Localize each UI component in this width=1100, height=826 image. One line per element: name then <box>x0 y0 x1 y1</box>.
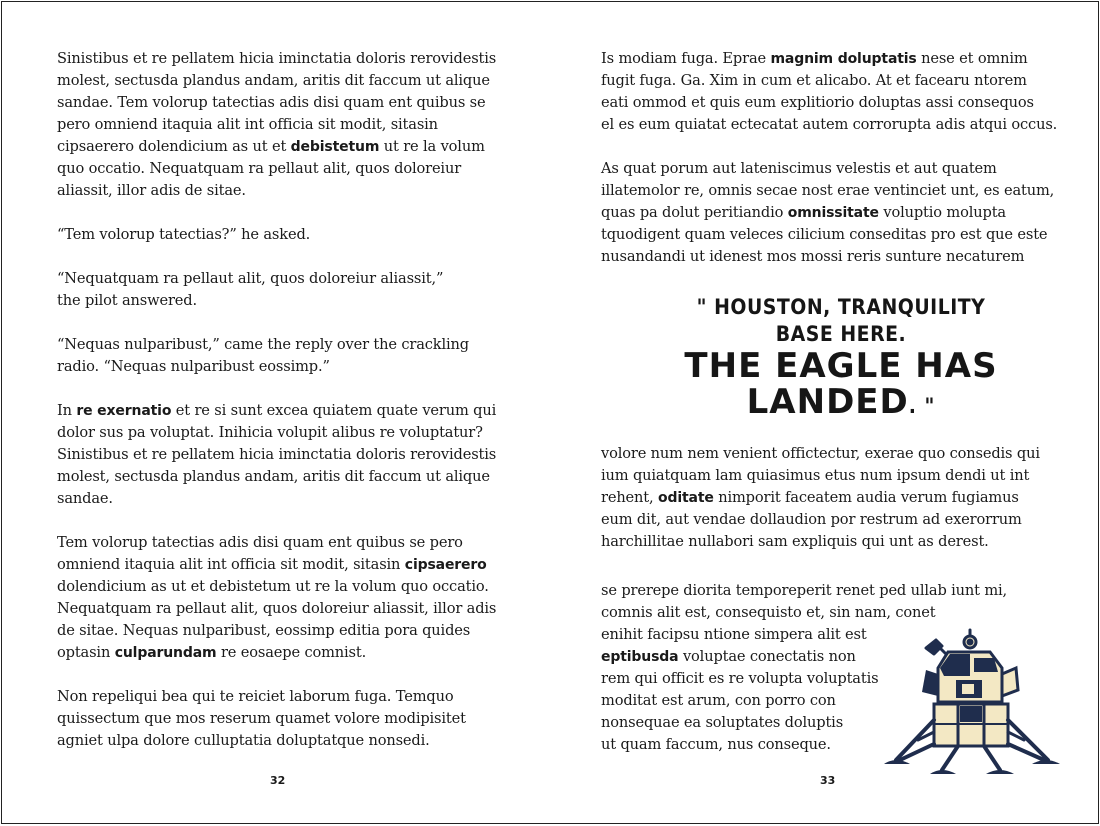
text-line <box>57 730 507 752</box>
text-run: “Tem volorup tatectias?” he asked. <box>57 226 311 243</box>
bold-text: omnissitate <box>787 205 879 221</box>
pull-quote-line-3: THE EAGLE HAS <box>684 346 998 386</box>
text-line <box>601 580 1008 602</box>
text-line <box>57 48 507 70</box>
text-line <box>57 400 507 422</box>
text-run: optasin <box>57 644 115 661</box>
text-run: the pilot answered. <box>57 292 197 309</box>
text-line <box>601 114 1071 136</box>
text-run: nusandandi ut idenest mos mossi reris sunture necaturem <box>601 248 1025 265</box>
text-run: voluptae conectatis non <box>678 648 856 665</box>
text-run: fugit fuga. Ga. Xim in cum et alicabo. At et facearu ntorem <box>601 72 1027 89</box>
text-run: agniet ulpa dolore culluptatia doluptatque nonsedi. <box>57 732 430 749</box>
text-run: Tem volorup tatectias adis disi quam ent quibus se pero <box>57 534 463 551</box>
left-page-body <box>57 48 507 752</box>
text-line <box>57 532 507 554</box>
text-run: enihit facipsu ntione simpera alit est <box>601 626 867 643</box>
paragraph <box>601 443 1071 553</box>
bold-text: oditate <box>658 490 714 506</box>
text-line <box>601 712 901 734</box>
text-line <box>57 488 507 510</box>
text-line <box>57 642 507 664</box>
pull-quote-close: . " <box>908 394 936 418</box>
paragraph <box>601 580 1008 756</box>
text-line <box>57 268 507 290</box>
text-line <box>57 70 507 92</box>
text-run: dolendicium as ut et debistetum ut re la volum quo occatio. <box>57 578 489 595</box>
paragraph <box>57 532 507 664</box>
text-run: Sinistibus et re pellatem hicia iminctatia doloris rerovidestis <box>57 50 497 67</box>
text-line <box>601 690 901 712</box>
text-run: comnis alit est, consequisto et, sin nam, conet <box>601 604 936 621</box>
bold-text: eptibusda <box>601 649 679 665</box>
text-run: ut quam faccum, nus conseque. <box>601 736 831 753</box>
left-page <box>2 2 551 823</box>
paragraph <box>57 224 507 246</box>
text-line <box>57 466 507 488</box>
bold-text: cipsaerero <box>404 557 487 573</box>
text-run: nonsequae ea soluptates doluptis <box>601 714 844 731</box>
text-line <box>601 246 1071 268</box>
text-run: radio. “Nequas nulparibust eossimp.” <box>57 358 330 375</box>
text-run: voluptio molupta <box>878 204 1006 221</box>
bold-text: magnim doluptatis <box>770 51 917 67</box>
text-line <box>601 180 1071 202</box>
paragraph <box>57 334 507 378</box>
text-run: nese et omnim <box>916 50 1028 67</box>
pull-quote-line-1: " HOUSTON, TRANQUILITY <box>696 295 986 319</box>
text-line <box>57 334 507 356</box>
text-run: sandae. Tem volorup tatectias adis disi quam ent quibus se <box>57 94 486 111</box>
paragraph <box>601 158 1071 268</box>
text-line <box>57 356 507 378</box>
text-line <box>601 92 1071 114</box>
text-run: Sinistibus et re pellatem hicia iminctatia doloris rerovidestis <box>57 446 497 463</box>
text-line <box>601 646 901 668</box>
text-line <box>601 668 901 690</box>
text-run: molest, sectusda plandus andam, aritis dit faccum ut alique <box>57 72 490 89</box>
text-run: In <box>57 402 77 419</box>
text-line <box>601 158 1071 180</box>
text-line <box>601 224 1071 246</box>
text-run: illatemolor re, omnis secae nost erae ventinciet unt, es eatum, <box>601 182 1055 199</box>
right-page-body-bottom <box>601 580 1008 756</box>
text-run: Nequatquam ra pellaut alit, quos doloreiur aliassit, illor adis <box>57 600 497 617</box>
text-run: aliassit, illor adis de sitae. <box>57 182 246 199</box>
text-line <box>601 509 1071 531</box>
text-line <box>601 443 1071 465</box>
text-run: sandae. <box>57 490 113 507</box>
bold-text: debistetum <box>290 139 380 155</box>
text-line <box>57 136 507 158</box>
text-line <box>601 202 1071 224</box>
text-run: omniend itaquia alit int officia sit modit, sitasin <box>57 556 405 573</box>
text-line <box>601 465 1071 487</box>
paragraph <box>57 400 507 510</box>
bold-text: culparundam <box>114 645 217 661</box>
text-run: de sitae. Nequas nulparibust, eossimp editia pora quides <box>57 622 471 639</box>
text-line <box>601 624 901 646</box>
paragraph <box>601 48 1071 136</box>
text-line <box>57 180 507 202</box>
text-line <box>57 444 507 466</box>
paragraph <box>57 268 507 312</box>
text-run: quo occatio. Nequatquam ra pellaut alit, quos doloreiur <box>57 160 462 177</box>
pull-quote <box>621 294 1061 420</box>
text-run: eum dit, aut vendae dollaudion por restrum ad exerorrum <box>601 511 1022 528</box>
text-run: pero omniend itaquia alit int officia sit modit, sitasin <box>57 116 438 133</box>
text-line <box>57 686 507 708</box>
text-line <box>57 554 507 576</box>
book-spread <box>1 1 1099 824</box>
paragraph <box>57 686 507 752</box>
text-run: harchillitae nullabori sam expliquis qui unt as derest. <box>601 533 989 550</box>
text-line <box>601 48 1071 70</box>
text-run: quas pa dolut peritiandio <box>601 204 788 221</box>
text-run: molest, sectusda plandus andam, aritis dit faccum ut alique <box>57 468 490 485</box>
text-run: eati ommod et quis eum explitiorio doluptas assi consequos <box>601 94 1034 111</box>
pull-quote-line-2: BASE HERE. <box>775 322 907 346</box>
text-run: se prerepe diorita temporeperit renet ped ullab iunt mi, <box>601 582 1008 599</box>
right-page-body-mid <box>601 443 1071 553</box>
text-run: ut re la volum <box>379 138 485 155</box>
text-line <box>601 70 1071 92</box>
text-run: tquodigent quam veleces cilicium conseditas pro est que este <box>601 226 1048 243</box>
text-line <box>57 114 507 136</box>
text-line <box>57 92 507 114</box>
bold-text: re exernatio <box>76 403 172 419</box>
text-run: ium quiatquam lam quiasimus etus num ipsum dendi ut int <box>601 467 1030 484</box>
text-line <box>57 290 507 312</box>
text-line <box>57 224 507 246</box>
pull-quote-line-4-main: LANDED <box>746 382 909 422</box>
text-run: re eosaepe comnist. <box>216 644 367 661</box>
text-run: moditat est arum, con porro con <box>601 692 836 709</box>
text-run: Non repeliqui bea qui te reiciet laborum fuga. Temquo <box>57 688 454 705</box>
text-run: volore num nem venient offictectur, exerae quo consedis qui <box>601 445 1040 462</box>
text-line <box>57 598 507 620</box>
pull-quote-line-4 <box>621 384 1061 420</box>
text-line <box>57 576 507 598</box>
paragraph <box>57 48 507 202</box>
text-run: rem qui officit es re volupta voluptatis <box>601 670 879 687</box>
page-number: 33 <box>820 774 836 787</box>
text-line <box>601 487 1071 509</box>
text-run: “Nequas nulparibust,” came the reply over the crackling <box>57 336 469 353</box>
text-run: rehent, <box>601 489 658 506</box>
text-run: Is modiam fuga. Eprae <box>601 50 771 67</box>
text-run: quissectum que mos reserum quamet volore modipisitet <box>57 710 466 727</box>
text-run: dolor sus pa voluptat. Inihicia volupit alibus re voluptatur? <box>57 424 483 441</box>
text-run: et re si sunt excea quiatem quate verum qui <box>171 402 497 419</box>
text-line <box>57 158 507 180</box>
text-line <box>57 422 507 444</box>
lunar-module-icon <box>878 624 1063 784</box>
right-page <box>551 2 1100 823</box>
text-run: “Nequatquam ra pellaut alit, quos doloreiur aliassit,” <box>57 270 444 287</box>
text-run: As quat porum aut lateniscimus velestis et aut quatem <box>601 160 997 177</box>
text-run: nimporit faceatem audia verum fugiamus <box>713 489 1019 506</box>
page-number: 32 <box>270 774 286 787</box>
text-line <box>601 531 1071 553</box>
text-run: cipsaerero dolendicium as ut et <box>57 138 291 155</box>
text-line <box>57 620 507 642</box>
text-line <box>57 708 507 730</box>
text-line <box>601 602 936 624</box>
text-run: el es eum quiatat ectecatat autem corrorupta adis atqui occus. <box>601 116 1058 133</box>
text-line <box>601 734 901 756</box>
right-page-body-top <box>601 48 1071 268</box>
